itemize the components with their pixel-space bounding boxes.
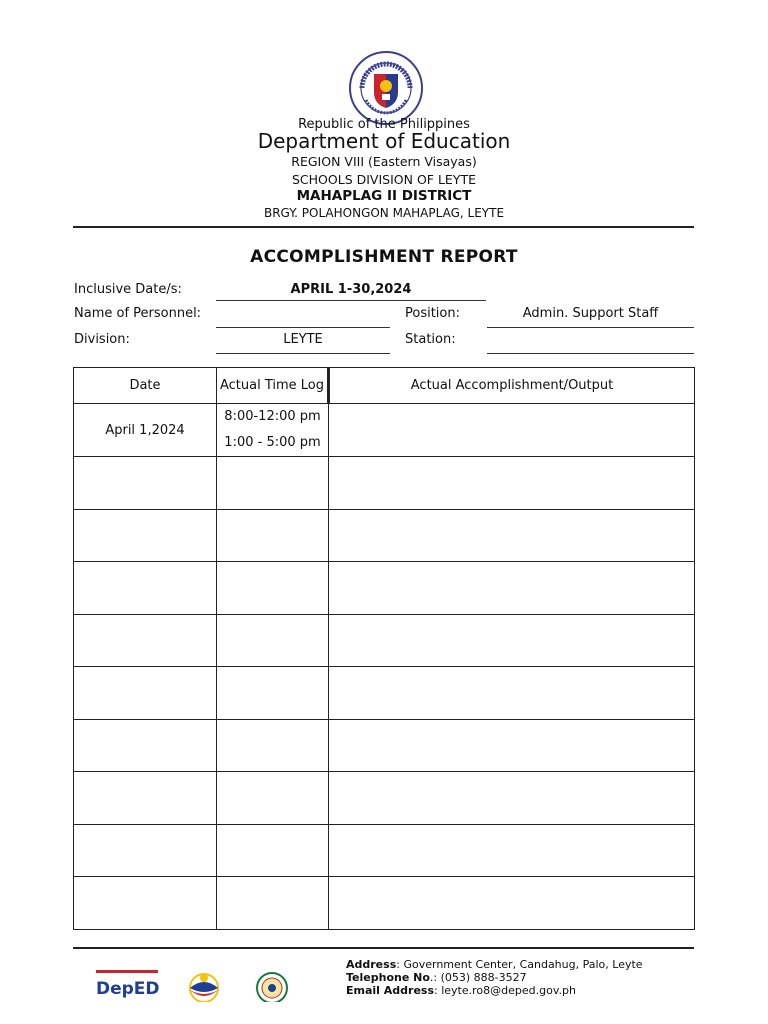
time-log-cell[interactable] <box>217 667 329 720</box>
position-value[interactable]: Admin. Support Staff <box>522 306 659 321</box>
inclusive-date-underline <box>216 300 486 301</box>
inclusive-date-value[interactable]: APRIL 1-30,2024 <box>290 282 412 297</box>
table-row <box>74 562 695 615</box>
time-log-cell[interactable] <box>217 719 329 772</box>
date-cell[interactable] <box>74 877 217 930</box>
footer-divider <box>73 947 694 949</box>
output-cell[interactable] <box>329 719 695 772</box>
deped-logo <box>96 970 160 999</box>
address-label: Address <box>346 958 397 971</box>
deped-seal-logo <box>348 50 424 126</box>
personnel-label: Name of Personnel: <box>74 306 202 321</box>
email-value[interactable]: : leyte.ro8@deped.gov.ph <box>434 984 576 997</box>
time-log-cell[interactable] <box>217 614 329 667</box>
address-value: : Government Center, Candahug, Palo, Leyte <box>396 958 643 971</box>
position-underline <box>487 327 694 328</box>
report-title: ACCOMPLISHMENT REPORT <box>250 247 518 267</box>
division-heading: SCHOOLS DIVISION OF LEYTE <box>292 172 476 187</box>
republic-heading: Republic of the Philippines <box>298 117 470 132</box>
time-log-cell[interactable] <box>217 824 329 877</box>
email-label: Email Address <box>346 984 435 997</box>
time-log-cell[interactable] <box>217 457 329 510</box>
output-cell[interactable] <box>329 824 695 877</box>
schools-division-of-leyte-seal <box>257 973 287 1002</box>
date-cell[interactable] <box>74 562 217 615</box>
division-value[interactable]: LEYTE <box>283 332 323 347</box>
footer-contact <box>346 958 643 997</box>
department-heading: Department of Education <box>257 129 511 153</box>
date-cell[interactable] <box>74 509 217 562</box>
output-cell[interactable] <box>329 667 695 720</box>
output-cell[interactable] <box>329 877 695 930</box>
telephone-label: Telephone No <box>346 971 430 984</box>
region-heading: REGION VIII (Eastern Visayas) <box>291 154 477 169</box>
date-cell[interactable]: April 1,2024 <box>74 404 217 457</box>
date-cell[interactable] <box>74 772 217 825</box>
telephone-value: .: (053) 888-3527 <box>429 971 527 984</box>
barangay-heading: BRGY. POLAHONGON MAHAPLAG, LEYTE <box>263 206 505 220</box>
output-cell[interactable] <box>329 562 695 615</box>
deped-logo-text: DepED <box>96 979 160 999</box>
table-row <box>74 772 695 825</box>
output-column-header: Actual Accomplishment/Output <box>329 368 695 404</box>
table-row <box>74 404 695 457</box>
date-cell[interactable] <box>74 719 217 772</box>
station-underline <box>487 353 694 354</box>
footer-logos <box>94 968 304 1002</box>
table-row <box>74 877 695 930</box>
time-log-column-header: Actual Time Log <box>217 368 329 404</box>
station-label: Station: <box>405 332 456 347</box>
output-cell[interactable] <box>329 404 695 457</box>
table-row <box>74 614 695 667</box>
footer-email-line <box>346 984 643 997</box>
output-cell[interactable] <box>329 509 695 562</box>
personnel-underline <box>216 327 390 328</box>
header-divider <box>73 226 694 228</box>
table-row <box>74 509 695 562</box>
position-label: Position: <box>405 306 460 321</box>
output-cell[interactable] <box>329 457 695 510</box>
division-label: Division: <box>74 332 130 347</box>
time-log-cell[interactable] <box>217 877 329 930</box>
time-log-cell[interactable] <box>217 562 329 615</box>
date-column-header: Date <box>74 368 217 404</box>
table-row <box>74 457 695 510</box>
date-cell[interactable] <box>74 614 217 667</box>
date-cell[interactable] <box>74 457 217 510</box>
output-cell[interactable] <box>329 614 695 667</box>
time-log-am: 8:00-12:00 pm <box>224 409 321 424</box>
output-cell[interactable] <box>329 772 695 825</box>
accomplishment-table <box>73 367 695 930</box>
time-log-cell[interactable] <box>217 404 329 457</box>
bagong-pilipinas-logo <box>190 974 218 1002</box>
time-log-cell[interactable] <box>217 509 329 562</box>
table-row <box>74 824 695 877</box>
inclusive-date-label: Inclusive Date/s: <box>74 282 182 297</box>
table-row <box>74 719 695 772</box>
division-underline <box>216 353 390 354</box>
time-log-cell[interactable] <box>217 772 329 825</box>
footer-address-line <box>346 958 643 971</box>
footer-telephone-line <box>346 971 643 984</box>
date-cell[interactable] <box>74 667 217 720</box>
date-cell[interactable] <box>74 824 217 877</box>
table-row <box>74 667 695 720</box>
time-log-pm: 1:00 - 5:00 pm <box>224 435 321 450</box>
district-heading: MAHAPLAG II DISTRICT <box>296 188 472 204</box>
